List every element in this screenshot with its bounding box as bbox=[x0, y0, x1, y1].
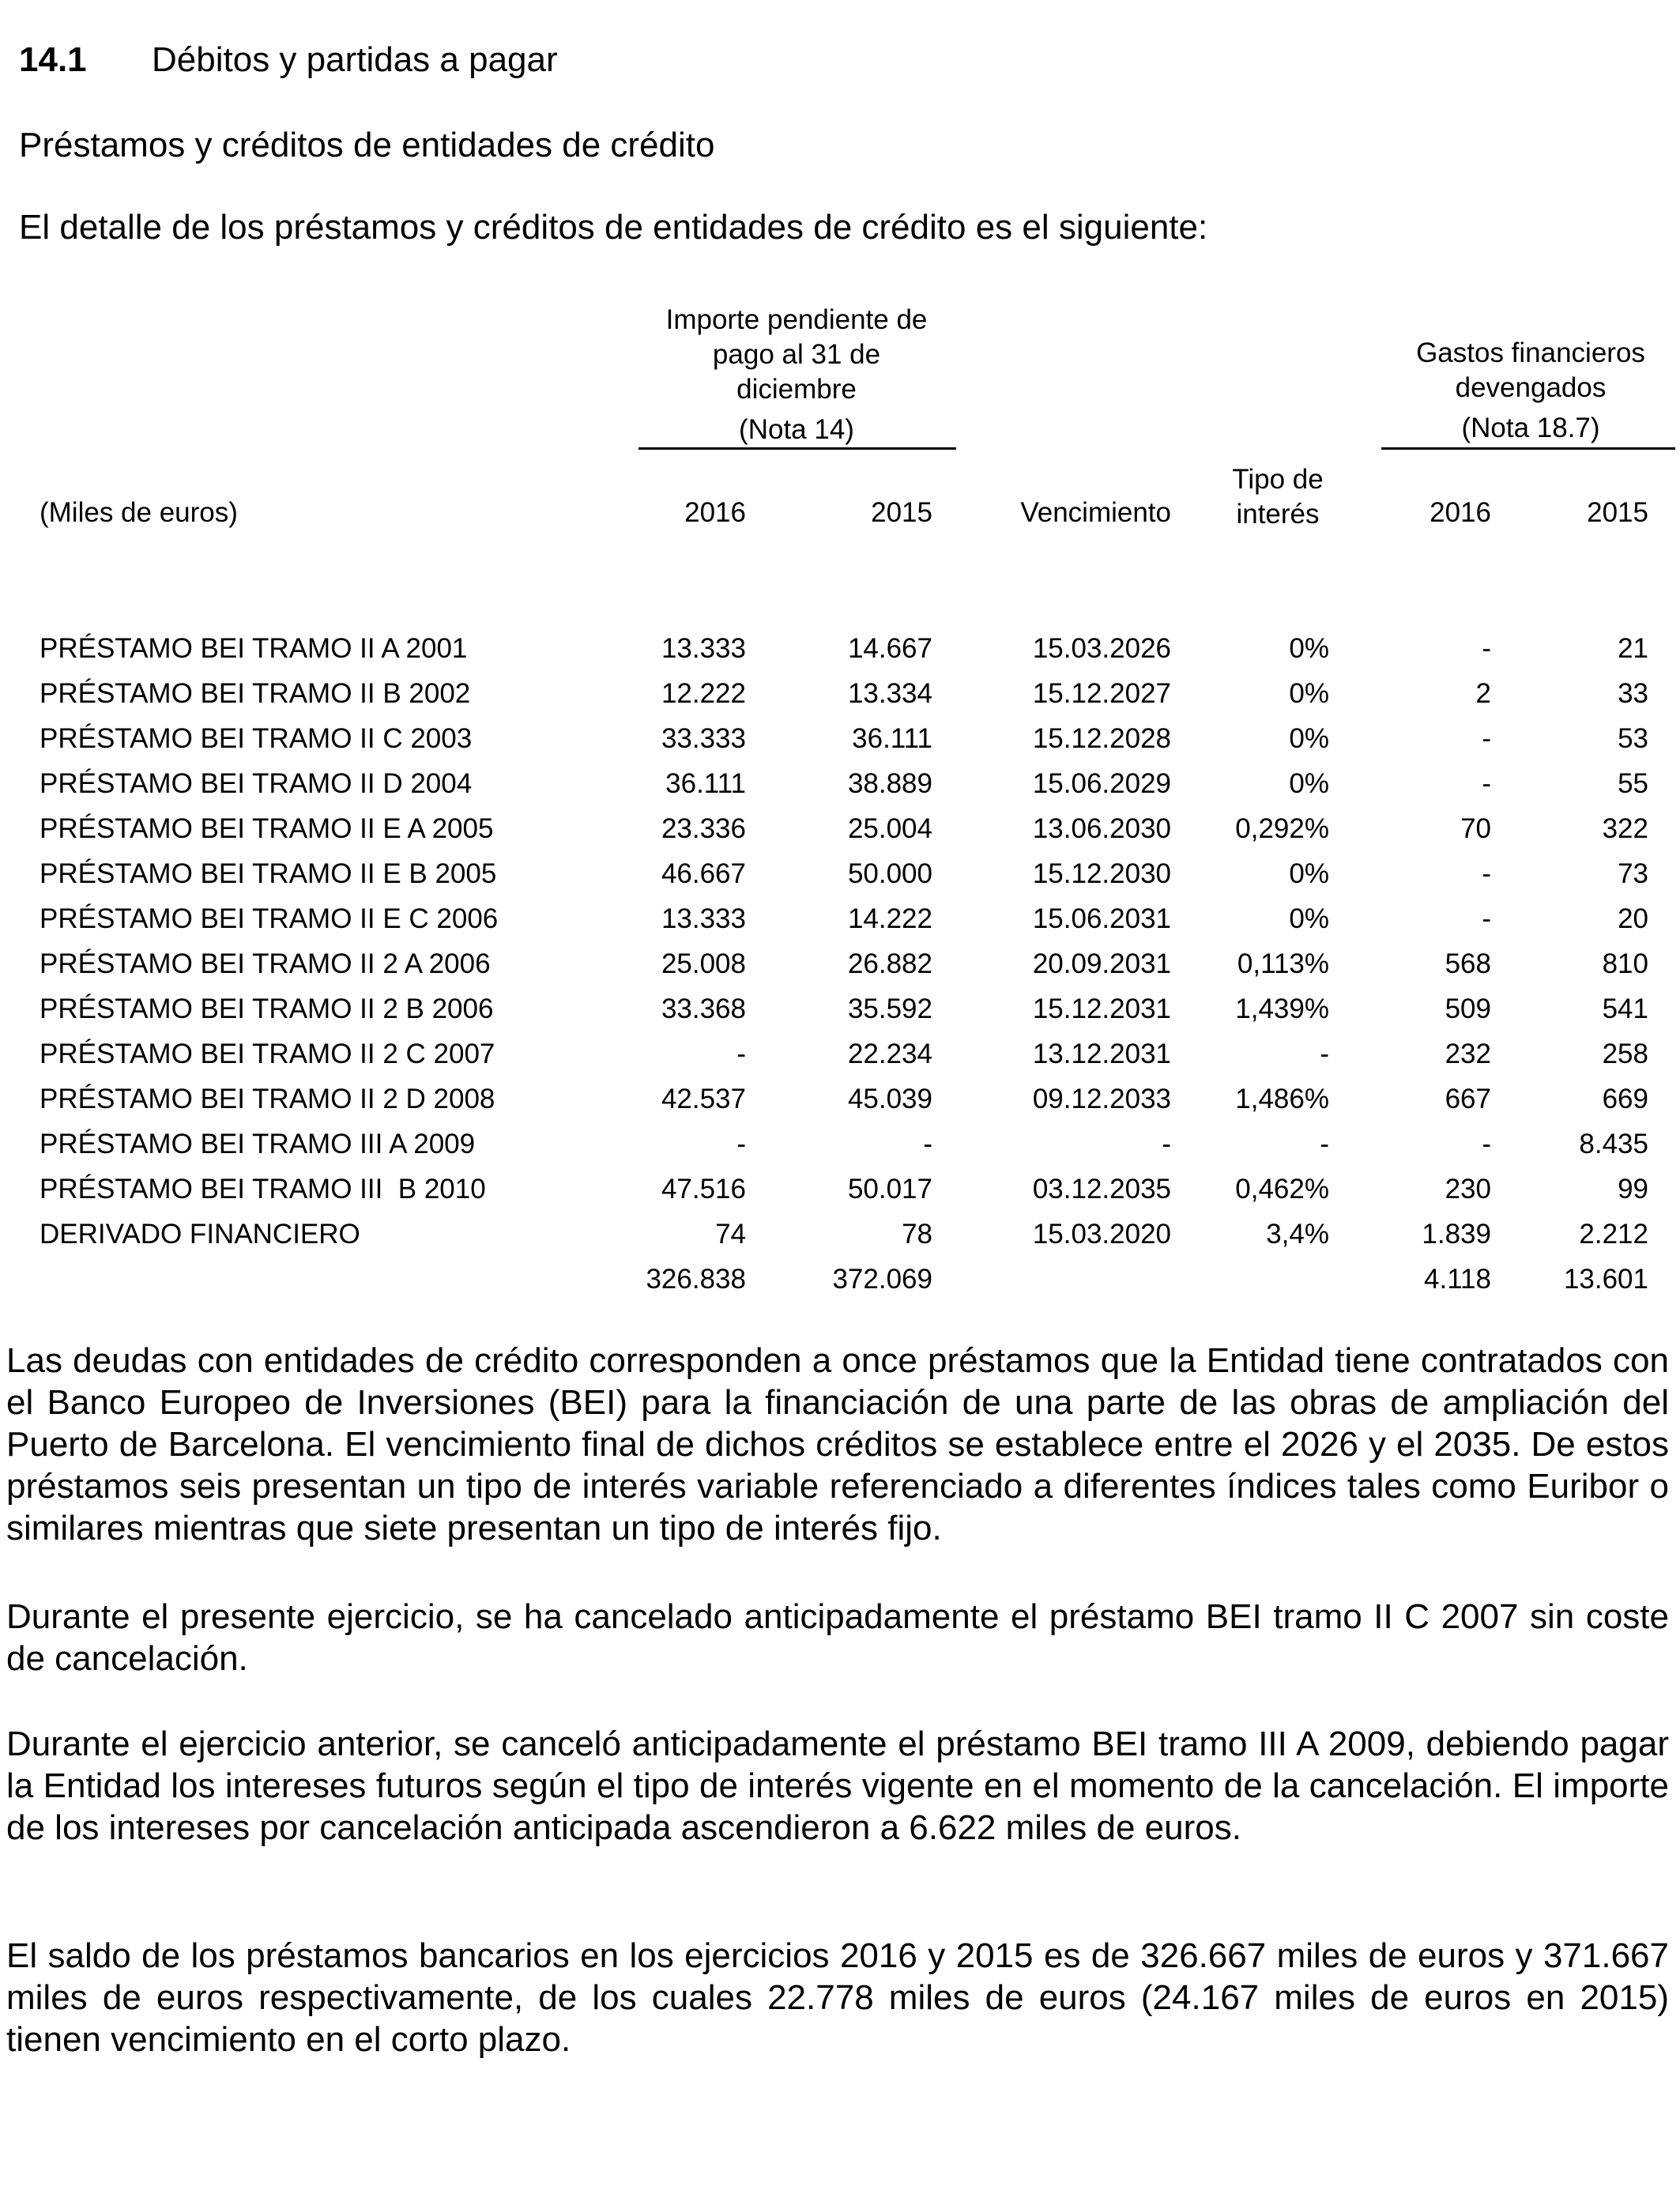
loan-name: PRÉSTAMO BEI TRAMO II B 2002 bbox=[40, 678, 471, 709]
tipo-interes-cell: 0,113% bbox=[1237, 948, 1329, 979]
section-intro: El detalle de los préstamos y créditos de entidades de crédito es el siguiente: bbox=[19, 208, 1208, 247]
table-row bbox=[0, 851, 1680, 896]
gastos-2016-header: 2016 bbox=[1430, 497, 1491, 528]
importe-2015-cell: - bbox=[923, 1129, 932, 1159]
gastos-header-line1: Gastos financieros bbox=[1416, 337, 1645, 368]
gastos-2016-cell: - bbox=[1482, 1129, 1491, 1159]
importe-group-header bbox=[638, 303, 955, 447]
table-row bbox=[0, 671, 1680, 716]
loan-name: PRÉSTAMO BEI TRAMO II 2 A 2006 bbox=[40, 948, 491, 979]
gastos-2016-cell: 230 bbox=[1445, 1174, 1491, 1204]
unit-header: (Miles de euros) bbox=[40, 497, 238, 528]
gastos-2016-cell: 2 bbox=[1475, 678, 1491, 709]
importe-header-line2: pago al 31 de bbox=[712, 339, 881, 370]
importe-2015-cell: 14.667 bbox=[847, 633, 932, 664]
importe-2016-cell: 13.333 bbox=[661, 633, 746, 664]
importe-2015-cell: 22.234 bbox=[847, 1039, 932, 1069]
vencimiento-cell: 15.12.2028 bbox=[1032, 723, 1171, 754]
vencimiento-cell: 20.09.2031 bbox=[1032, 948, 1171, 979]
importe-2015-cell: 50.000 bbox=[847, 858, 932, 889]
vencimiento-cell: 09.12.2033 bbox=[1032, 1084, 1171, 1114]
importe-2016-cell: 25.008 bbox=[661, 948, 746, 979]
vencimiento-cell: 15.12.2027 bbox=[1032, 678, 1171, 709]
importe-2015-header: 2015 bbox=[871, 497, 932, 528]
vencimiento-cell: 15.12.2031 bbox=[1032, 993, 1171, 1024]
importe-2015-cell: 38.889 bbox=[847, 768, 932, 799]
tipo-interes-cell: 0% bbox=[1289, 858, 1329, 889]
table-row bbox=[0, 1212, 1680, 1257]
gastos-2016-cell: - bbox=[1482, 858, 1491, 889]
importe-2015-cell: 78 bbox=[902, 1219, 932, 1250]
vencimiento-cell: 13.12.2031 bbox=[1032, 1039, 1171, 1069]
gastos-2015-cell: 53 bbox=[1618, 723, 1648, 754]
table-row bbox=[0, 1076, 1680, 1122]
importe-2016-cell: 23.336 bbox=[661, 813, 746, 844]
importe-2015-cell: 45.039 bbox=[847, 1084, 932, 1114]
table-row bbox=[0, 896, 1680, 941]
vencimiento-cell: 15.06.2031 bbox=[1032, 903, 1171, 934]
vencimiento-cell: - bbox=[1162, 1129, 1171, 1159]
gastos-2015-cell: 258 bbox=[1602, 1039, 1648, 1069]
vencimiento-header: Vencimiento bbox=[1020, 497, 1171, 528]
importe-2015-cell: 36.111 bbox=[852, 723, 932, 754]
gastos-2016-cell: - bbox=[1482, 903, 1491, 934]
tipo-interes-cell: - bbox=[1320, 1129, 1329, 1159]
gastos-group-header bbox=[1381, 336, 1680, 446]
table-row bbox=[0, 941, 1680, 986]
section-title: Débitos y partidas a pagar bbox=[152, 40, 558, 79]
tipo-interes-cell: 1,439% bbox=[1235, 993, 1329, 1024]
paragraph-saldo: El saldo de los préstamos bancarios en los ejercicios 2016 y 2015 es de 326.667 miles de euros y 371.667 miles de euros respectivamente, de los cuales 22.778 miles de euros (24.167 miles de euros en 2015) tienen vencimiento en el corto plazo. bbox=[6, 1936, 1669, 2059]
gastos-2015-cell: 20 bbox=[1618, 903, 1648, 934]
importe-2016-cell: 46.667 bbox=[661, 858, 746, 889]
vencimiento-cell: 15.03.2026 bbox=[1032, 633, 1171, 664]
vencimiento-cell: 13.06.2030 bbox=[1032, 813, 1171, 844]
loan-name: PRÉSTAMO BEI TRAMO II E C 2006 bbox=[40, 903, 499, 934]
importe-2015-cell: 13.334 bbox=[847, 678, 932, 709]
gastos-2016-cell: - bbox=[1482, 768, 1491, 799]
importe-header-line3: diciembre bbox=[736, 374, 857, 405]
paragraph-deudas: Las deudas con entidades de crédito corresponden a once préstamos que la Entidad tiene contratados con el Banco Europeo de Inversiones (BEI) para la financiación de una parte de las obras de ampliación del Puerto de Barcelona. El vencimiento final de dichos créditos se establece entre el 2026 y el 2035. De estos préstamos seis presentan un tipo de interés variable referenciado a diferentes índices tales como Euribor o similares mientras que siete presentan un tipo de interés fijo. bbox=[6, 1341, 1669, 1547]
gastos-2016-cell: 509 bbox=[1445, 993, 1491, 1024]
tipo-header-line1: Tipo de bbox=[1232, 464, 1324, 495]
table-row bbox=[0, 716, 1680, 761]
gastos-2016-cell: 1.839 bbox=[1422, 1219, 1491, 1250]
loan-name: PRÉSTAMO BEI TRAMO II 2 D 2008 bbox=[40, 1084, 495, 1114]
importe-2016-cell: 13.333 bbox=[661, 903, 746, 934]
tipo-interes-cell: 1,486% bbox=[1235, 1084, 1329, 1114]
tipo-interes-cell: 0% bbox=[1289, 678, 1329, 709]
importe-2016-cell: 47.516 bbox=[661, 1174, 746, 1204]
importe-2015-total: 372.069 bbox=[832, 1264, 932, 1295]
importe-2015-cell: 14.222 bbox=[847, 903, 932, 934]
table-row bbox=[0, 1031, 1680, 1076]
gastos-2016-cell: 232 bbox=[1445, 1039, 1491, 1069]
importe-2015-cell: 25.004 bbox=[847, 813, 932, 844]
vencimiento-cell: 15.03.2020 bbox=[1032, 1219, 1171, 1250]
tipo-interes-header bbox=[1212, 462, 1343, 532]
gastos-2015-cell: 55 bbox=[1618, 768, 1648, 799]
gastos-2015-cell: 73 bbox=[1618, 858, 1648, 889]
importe-2015-cell: 50.017 bbox=[847, 1174, 932, 1204]
tipo-interes-cell: - bbox=[1320, 1039, 1329, 1069]
importe-2016-cell: 42.537 bbox=[661, 1084, 746, 1114]
tipo-interes-cell: 0% bbox=[1289, 768, 1329, 799]
gastos-header-rule bbox=[1381, 447, 1675, 450]
paragraph-ejercicio-anterior: Durante el ejercicio anterior, se canceló anticipadamente el préstamo BEI tramo III A 2009, debiendo pagar la Entidad los intereses futuros según el tipo de interés vigente en el momento de la cancelación. El importe de los intereses por cancelación anticipada ascendieron a 6.622 miles de euros. bbox=[6, 1725, 1669, 1847]
importe-2016-cell: - bbox=[736, 1129, 746, 1159]
vencimiento-cell: 03.12.2035 bbox=[1032, 1174, 1171, 1204]
importe-header-note: (Nota 14) bbox=[739, 414, 854, 445]
loan-name: PRÉSTAMO BEI TRAMO II C 2003 bbox=[40, 723, 473, 754]
gastos-2016-cell: 568 bbox=[1445, 948, 1491, 979]
loan-name: PRÉSTAMO BEI TRAMO II E A 2005 bbox=[40, 813, 494, 844]
gastos-2015-cell: 810 bbox=[1602, 948, 1648, 979]
tipo-interes-cell: 0% bbox=[1289, 903, 1329, 934]
importe-2016-cell: 33.333 bbox=[661, 723, 746, 754]
gastos-2016-cell: - bbox=[1482, 633, 1491, 664]
section-subtitle: Préstamos y créditos de entidades de crédito bbox=[19, 126, 715, 164]
loan-name: PRÉSTAMO BEI TRAMO II A 2001 bbox=[40, 633, 468, 664]
loan-name: PRÉSTAMO BEI TRAMO II 2 C 2007 bbox=[40, 1039, 495, 1069]
gastos-2015-cell: 322 bbox=[1602, 813, 1648, 844]
table-row bbox=[0, 1167, 1680, 1212]
loan-name: PRÉSTAMO BEI TRAMO II D 2004 bbox=[40, 768, 473, 799]
gastos-2015-cell: 2.212 bbox=[1579, 1219, 1648, 1250]
table-row bbox=[0, 986, 1680, 1031]
importe-2016-cell: - bbox=[736, 1039, 746, 1069]
importe-2016-cell: 12.222 bbox=[661, 678, 746, 709]
tipo-interes-cell: 0,292% bbox=[1235, 813, 1329, 844]
gastos-2015-cell: 8.435 bbox=[1579, 1129, 1648, 1159]
importe-2016-total: 326.838 bbox=[646, 1264, 746, 1295]
table-row bbox=[0, 761, 1680, 806]
importe-header-rule bbox=[638, 447, 956, 450]
gastos-2016-cell: 70 bbox=[1460, 813, 1491, 844]
importe-2015-cell: 26.882 bbox=[847, 948, 932, 979]
gastos-2015-total: 13.601 bbox=[1563, 1264, 1648, 1295]
importe-2016-header: 2016 bbox=[684, 497, 746, 528]
table-row bbox=[0, 626, 1680, 671]
importe-2016-cell: 33.368 bbox=[661, 993, 746, 1024]
loan-name: PRÉSTAMO BEI TRAMO III A 2009 bbox=[40, 1129, 476, 1159]
gastos-2015-cell: 541 bbox=[1602, 993, 1648, 1024]
gastos-2015-cell: 33 bbox=[1618, 678, 1648, 709]
totals-row bbox=[0, 1257, 1680, 1302]
section-heading bbox=[19, 40, 558, 81]
gastos-2015-cell: 669 bbox=[1602, 1084, 1648, 1114]
tipo-header-line2: interés bbox=[1236, 499, 1320, 530]
importe-2016-cell: 36.111 bbox=[665, 768, 746, 799]
importe-2016-cell: 74 bbox=[715, 1219, 746, 1250]
loan-name: PRÉSTAMO BEI TRAMO II 2 B 2006 bbox=[40, 993, 494, 1024]
tipo-interes-cell: 0,462% bbox=[1235, 1174, 1329, 1204]
table-row bbox=[0, 806, 1680, 851]
tipo-interes-cell: 0% bbox=[1289, 723, 1329, 754]
vencimiento-cell: 15.12.2030 bbox=[1032, 858, 1171, 889]
gastos-2016-cell: - bbox=[1482, 723, 1491, 754]
importe-header-line1: Importe pendiente de bbox=[665, 304, 928, 335]
tipo-interes-cell: 0% bbox=[1289, 633, 1329, 664]
table-row bbox=[0, 1122, 1680, 1167]
tipo-interes-cell: 3,4% bbox=[1266, 1219, 1329, 1250]
gastos-2016-cell: 667 bbox=[1445, 1084, 1491, 1114]
gastos-header-line2: devengados bbox=[1455, 372, 1607, 403]
paragraph-presente-ejercicio: Durante el presente ejercicio, se ha cancelado anticipadamente el préstamo BEI tramo II C 2007 sin coste de cancelación. bbox=[6, 1597, 1669, 1678]
gastos-2015-cell: 99 bbox=[1618, 1174, 1648, 1204]
loan-name: DERIVADO FINANCIERO bbox=[40, 1219, 360, 1250]
importe-2015-cell: 35.592 bbox=[847, 993, 932, 1024]
loan-name: PRÉSTAMO BEI TRAMO III B 2010 bbox=[40, 1174, 486, 1204]
section-number: 14.1 bbox=[19, 40, 87, 79]
gastos-2016-total: 4.118 bbox=[1424, 1264, 1491, 1295]
gastos-header-note: (Nota 18.7) bbox=[1461, 413, 1600, 443]
vencimiento-cell: 15.06.2029 bbox=[1032, 768, 1171, 799]
gastos-2015-cell: 21 bbox=[1618, 633, 1648, 664]
gastos-2015-header: 2015 bbox=[1587, 497, 1648, 528]
loan-name: PRÉSTAMO BEI TRAMO II E B 2005 bbox=[40, 858, 497, 889]
